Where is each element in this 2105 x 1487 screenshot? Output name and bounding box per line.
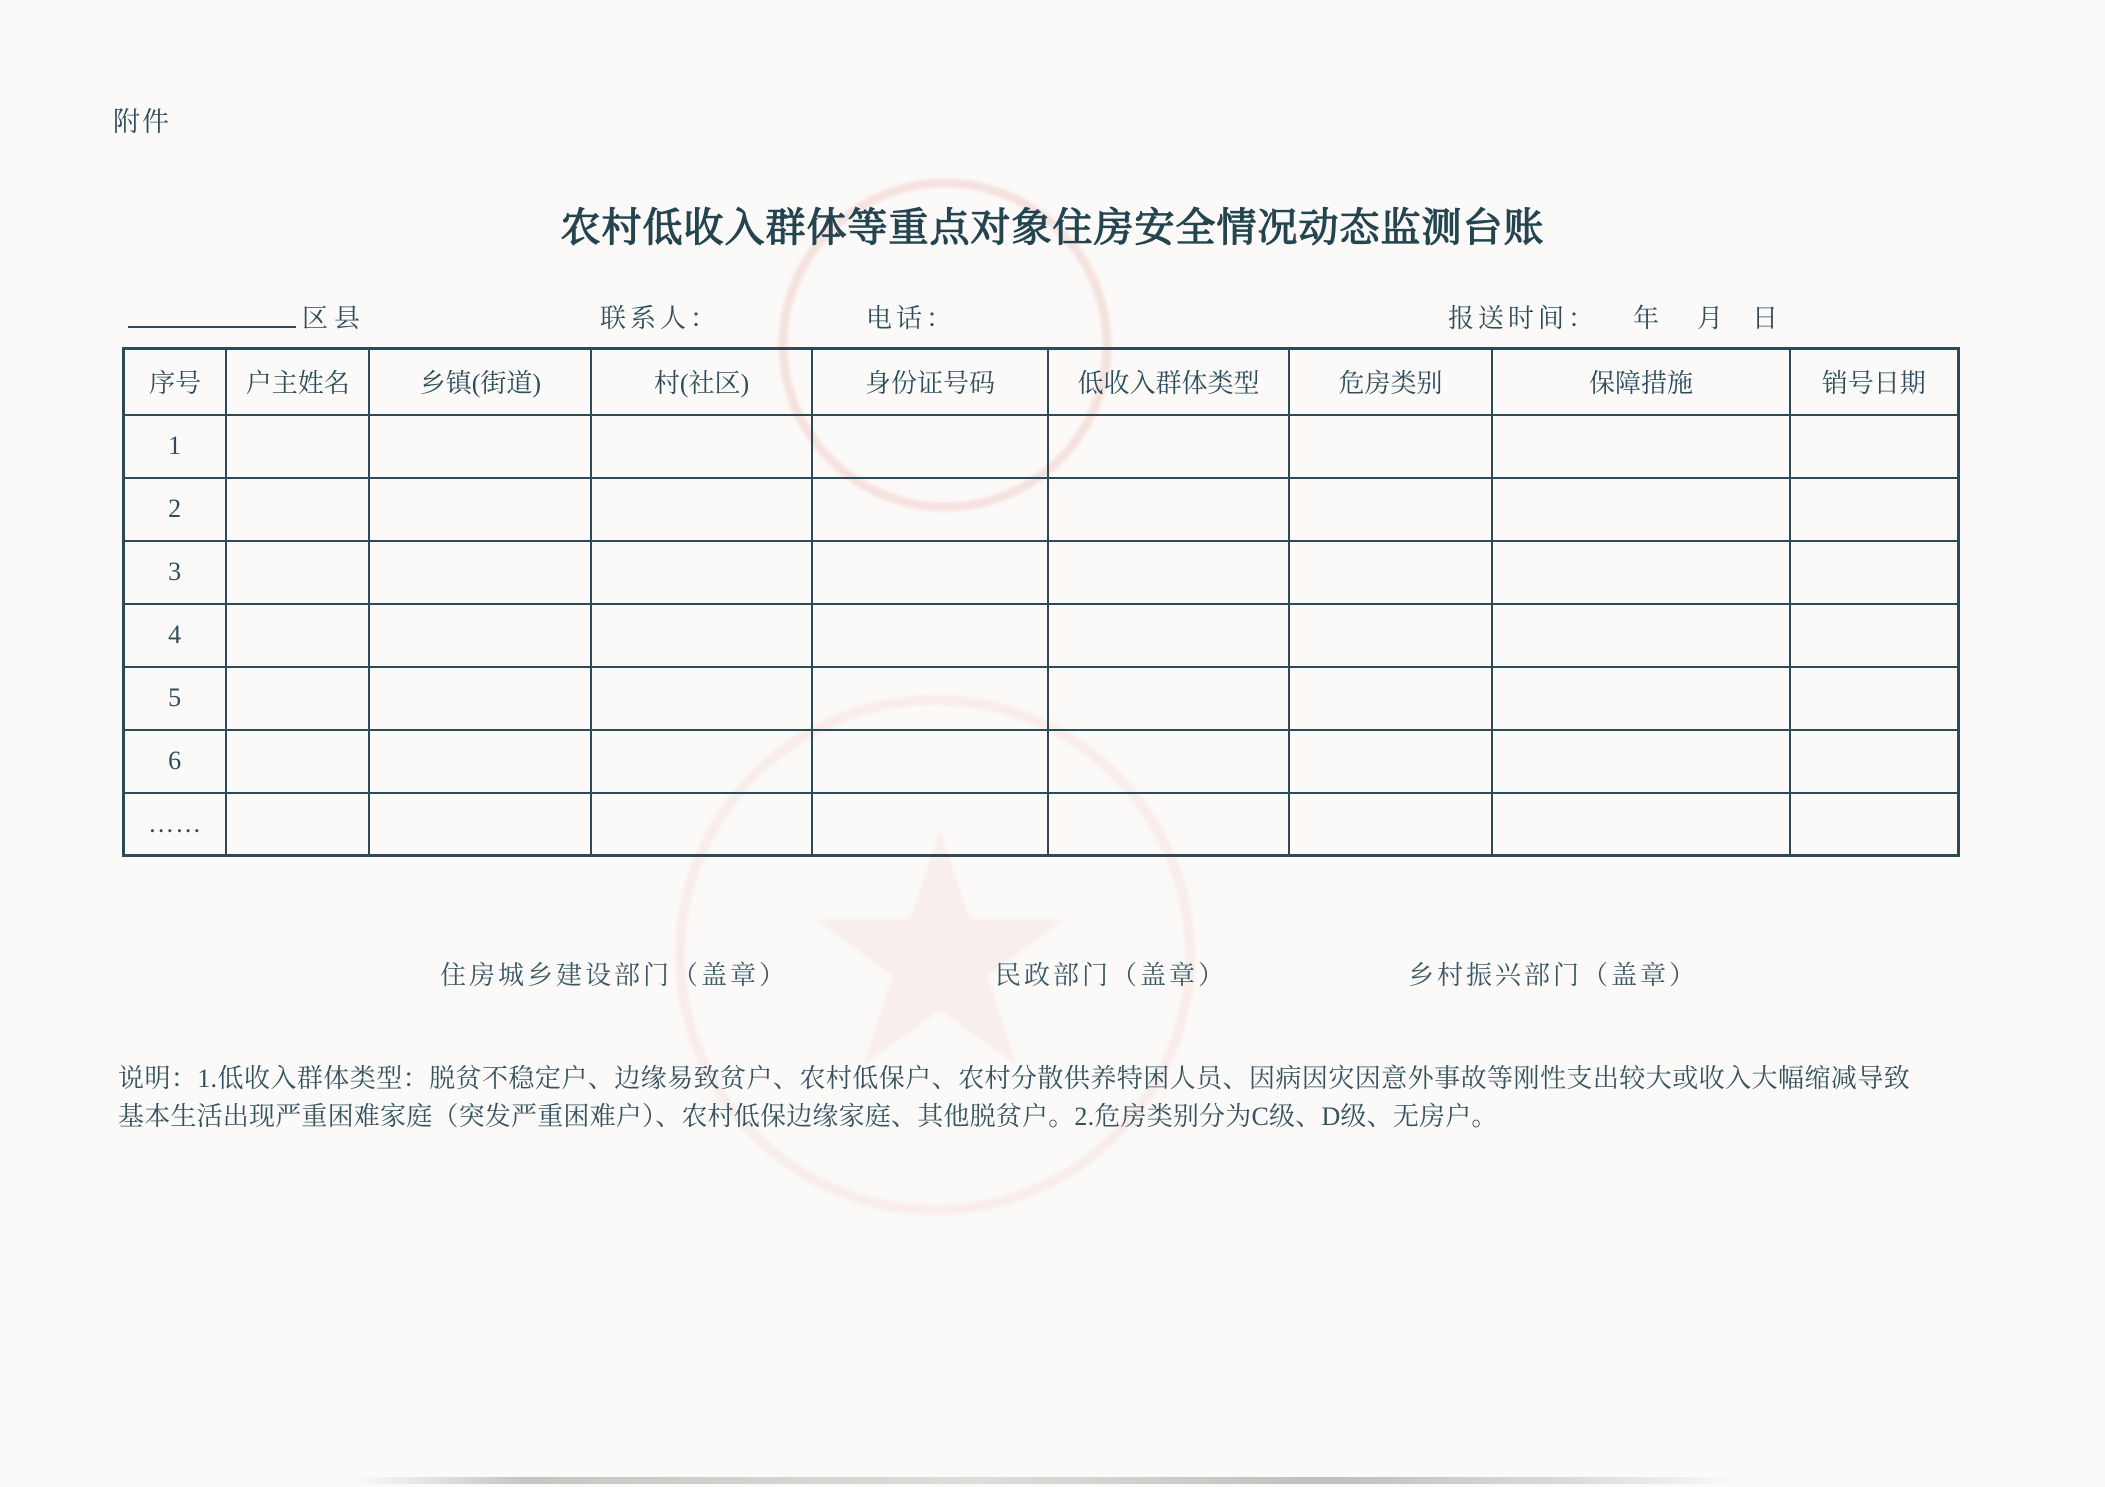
empty-cell [1790, 541, 1959, 604]
empty-cell [591, 541, 811, 604]
empty-cell [1492, 730, 1789, 793]
report-time-label: 报送时间： [1448, 304, 1599, 333]
empty-cell [1048, 541, 1288, 604]
empty-cell [812, 415, 1049, 478]
empty-cell [1790, 667, 1959, 730]
empty-cell [369, 415, 591, 478]
header-danger-house-category: 危房类别 [1289, 349, 1493, 415]
empty-cell [1790, 415, 1959, 478]
empty-cell [369, 730, 591, 793]
attachment-label: 附件 [113, 107, 171, 137]
empty-cell [1492, 541, 1789, 604]
day-label: 日 [1752, 304, 1779, 333]
empty-cell [1790, 604, 1959, 667]
header-householder-name: 户主姓名 [226, 349, 369, 415]
empty-cell [1289, 478, 1493, 541]
table-row [124, 730, 1959, 793]
empty-cell [812, 478, 1049, 541]
housing-dept-seal-label: 住房城乡建设部门（盖章） [440, 961, 789, 990]
scan-edge-artifact [355, 1477, 1740, 1484]
empty-cell [591, 793, 811, 856]
empty-cell [1289, 415, 1493, 478]
empty-cell [1492, 415, 1789, 478]
table-row [124, 415, 1959, 478]
empty-cell [369, 604, 591, 667]
empty-cell [1492, 604, 1789, 667]
empty-cell [1492, 667, 1789, 730]
row-number-cell: 3 [124, 541, 227, 604]
empty-cell [369, 793, 591, 856]
empty-cell [1790, 730, 1959, 793]
empty-cell [1048, 793, 1288, 856]
empty-cell [1289, 604, 1493, 667]
empty-cell [1790, 793, 1959, 856]
row-number-cell: 5 [124, 667, 227, 730]
empty-cell [1790, 478, 1959, 541]
empty-cell [591, 415, 811, 478]
empty-cell [226, 604, 369, 667]
empty-cell [591, 604, 811, 667]
empty-cell [226, 667, 369, 730]
explanatory-note: 说明：1.低收入群体类型：脱贫不稳定户、边缘易致贫户、农村低保户、农村分散供养特困人员、因病因灾因意外事故等刚性支出较大或收入大幅缩减导致基本生活出现严重困难家庭（突发严重困难户）、农村低保边缘家庭、其他脱贫户。2.危房类别分为C级、D级、无房户。 [118, 1064, 1910, 1131]
empty-cell [369, 541, 591, 604]
header-closure-date: 销号日期 [1790, 349, 1959, 415]
empty-cell [369, 667, 591, 730]
table-row [124, 478, 1959, 541]
row-number-cell: 2 [124, 478, 227, 541]
region-blank-underline [128, 300, 296, 328]
header-safeguard-measures: 保障措施 [1492, 349, 1789, 415]
empty-cell [812, 793, 1049, 856]
empty-cell [1289, 541, 1493, 604]
row-number-cell: 6 [124, 730, 227, 793]
header-low-income-type: 低收入群体类型 [1048, 349, 1288, 415]
empty-cell [1048, 478, 1288, 541]
table-header-row [124, 349, 1959, 415]
empty-cell [1048, 604, 1288, 667]
header-township: 乡镇(街道) [369, 349, 591, 415]
phone-label: 电话： [866, 304, 957, 333]
empty-cell [226, 730, 369, 793]
monitoring-ledger-table [122, 347, 1960, 857]
empty-cell [1492, 478, 1789, 541]
empty-cell [1492, 793, 1789, 856]
empty-cell [226, 478, 369, 541]
header-village: 村(社区) [591, 349, 811, 415]
empty-cell [591, 730, 811, 793]
empty-cell [812, 604, 1049, 667]
empty-cell [812, 541, 1049, 604]
empty-cell [1289, 667, 1493, 730]
table-row [124, 667, 1959, 730]
empty-cell [591, 478, 811, 541]
month-label: 月 [1697, 304, 1724, 333]
empty-cell [369, 478, 591, 541]
header-serial-number: 序号 [124, 349, 227, 415]
table-row [124, 541, 1959, 604]
empty-cell [812, 730, 1049, 793]
header-id-number: 身份证号码 [812, 349, 1049, 415]
row-number-cell: 1 [124, 415, 227, 478]
form-title: 农村低收入群体等重点对象住房安全情况动态监测台账 [560, 205, 1545, 250]
empty-cell [1048, 667, 1288, 730]
civil-affairs-dept-seal-label: 民政部门（盖章） [995, 961, 1228, 990]
empty-cell [812, 667, 1049, 730]
table-row [124, 604, 1959, 667]
rural-revitalization-dept-seal-label: 乡村振兴部门（盖章） [1408, 961, 1699, 990]
empty-cell [226, 793, 369, 856]
year-label: 年 [1633, 304, 1660, 333]
row-number-cell: 4 [124, 604, 227, 667]
empty-cell [1048, 730, 1288, 793]
contact-label: 联系人： [600, 304, 721, 333]
empty-cell [1289, 730, 1493, 793]
row-number-cell: …… [124, 793, 227, 856]
region-suffix-label: 区县 [302, 304, 367, 333]
empty-cell [1289, 793, 1493, 856]
empty-cell [226, 541, 369, 604]
empty-cell [226, 415, 369, 478]
empty-cell [1048, 415, 1288, 478]
empty-cell [591, 667, 811, 730]
table-row [124, 793, 1959, 856]
